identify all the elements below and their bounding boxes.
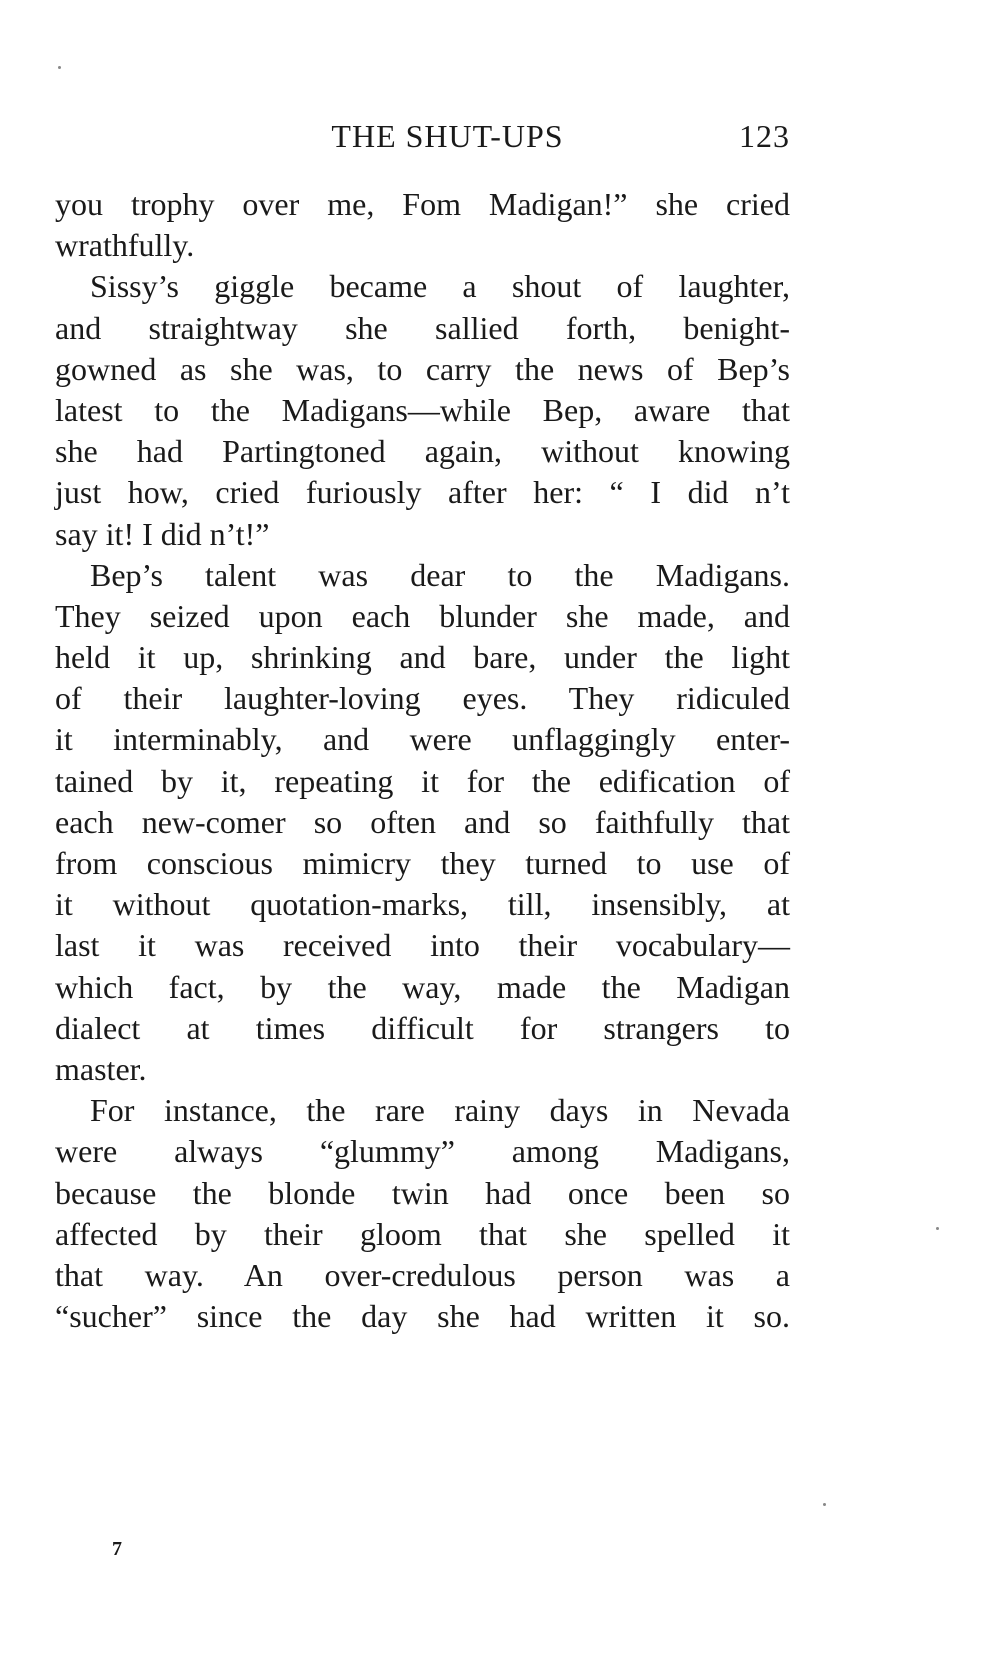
signature-mark: 7 xyxy=(112,1538,122,1560)
text-line: she had Partingtoned again, without knowing xyxy=(55,433,790,470)
scan-speck xyxy=(58,66,61,69)
text-line: affected by their gloom that she spelled it xyxy=(55,1215,790,1252)
page-number: 123 xyxy=(739,118,790,154)
text-line: which fact, by the way, made the Madigan xyxy=(55,968,790,1005)
text-line: say it! I did n’t!” xyxy=(55,515,270,552)
text-line: you trophy over me, Fom Madigan!” she cried xyxy=(55,186,790,222)
text-line: it without quotation-marks, till, insensibly, at xyxy=(55,886,790,923)
text-line: Bep’s talent was dear to the Madigans. xyxy=(90,556,790,593)
text-line: wrathfully. xyxy=(55,227,195,264)
text-line: just how, cried furiously after her: “ I did n’t xyxy=(55,474,790,511)
text-line: latest to the Madigans—while Bep, aware that xyxy=(55,391,790,428)
text-line: master. xyxy=(55,1050,147,1087)
text-line: “sucher” since the day she had written it so. xyxy=(55,1298,790,1335)
text-line: tained by it, repeating it for the edification of xyxy=(55,762,790,799)
text-line: each new-comer so often and so faithfully that xyxy=(55,803,790,840)
text-line: and straightway she sallied forth, benight- xyxy=(55,309,790,346)
text-line: For instance, the rare rainy days in Nevada xyxy=(90,1092,790,1129)
text-line: Sissy’s giggle became a shout of laughter, xyxy=(90,268,790,305)
text-line: because the blonde twin had once been so xyxy=(55,1174,790,1211)
text-line: They seized upon each blunder she made, and xyxy=(55,597,790,634)
scan-speck xyxy=(823,1503,826,1506)
body-text xyxy=(55,184,790,1337)
text-line: gowned as she was, to carry the news of Bep’s xyxy=(55,350,790,387)
text-line: last it was received into their vocabulary— xyxy=(55,927,790,964)
running-title: THE SHUT-UPS xyxy=(331,118,564,154)
running-head xyxy=(55,118,790,158)
text-line: that way. An over-credulous person was a xyxy=(55,1256,790,1293)
text-line: from conscious mimicry they turned to use of xyxy=(55,845,790,881)
text-line: dialect at times difficult for strangers to xyxy=(55,1009,790,1046)
text-line: were always “glummy” among Madigans, xyxy=(55,1133,790,1170)
text-line: of their laughter-loving eyes. They ridiculed xyxy=(55,680,790,717)
text-line: it interminably, and were unflaggingly enter- xyxy=(55,721,790,758)
scan-speck xyxy=(936,1227,939,1230)
text-line: held it up, shrinking and bare, under the light xyxy=(55,639,790,676)
